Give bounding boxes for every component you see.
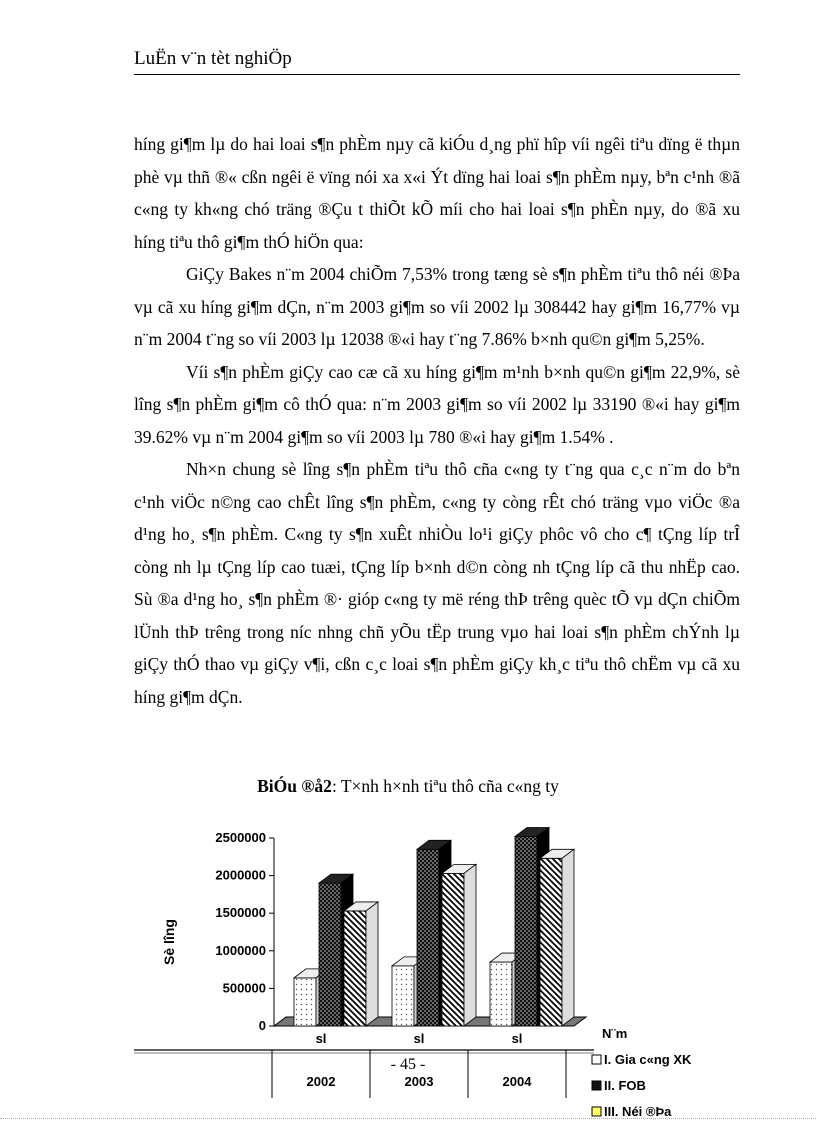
bar <box>294 978 316 1026</box>
bar <box>392 966 414 1026</box>
category-sublabel: sl <box>413 1031 425 1046</box>
figure-caption <box>0 776 816 797</box>
y-tick-label: 1500000 <box>215 905 266 921</box>
bar-side <box>366 902 378 1026</box>
paragraph: Víi s¶n phÈm giÇy cao cæ cã xu híng gi¶m m¹nh b×nh qu©n gi¶m 22,9%, sè lîng s¶n phÈm gi¶m cô thÓ qua: n¨m 2003 gi¶m so víi 2002 lµ 33190 ®«i hay gi¶m 39.62% vµ n¨m 2004 gi¶m so víi 2003 lµ 780 ®«i hay gi¶m 1.54% . <box>134 361 740 447</box>
legend-swatch <box>592 1107 601 1116</box>
body-text <box>134 128 740 713</box>
paragraph: GiÇy Bakes n¨m 2004 chiÕm 7,53% trong tæng sè s¶n phÈm tiªu thô néi ®Þa vµ cã xu híng gi¶m dÇn, n¨m 2003 gi¶m so víi 2002 lµ 308442 hay gi¶m 16,77% vµ n¨m 2004 t¨ng so víi 2003 lµ 12038 ®«i hay t¨ng 7.86% b×nh qu©n gi¶m 5,25%. <box>134 264 740 349</box>
y-axis-label: Sè lîng <box>161 919 177 965</box>
legend-swatch <box>592 1081 601 1090</box>
bar-side <box>464 864 476 1026</box>
bar <box>490 962 512 1026</box>
legend-label: I. Gia c«ng XK <box>604 1052 692 1067</box>
chart <box>134 812 734 1123</box>
bar <box>540 858 562 1026</box>
y-tick-label: 2000000 <box>215 867 266 883</box>
paragraph: híng gi¶m lµ do hai loai s¶n phÈm nµy cã kiÓu d¸ng phï hîp víi ngêi tiªu dïng ë thµn phè vµ thñ ®« cßn ngêi ë vïng nói xa x«i Ýt dïng hai loai s¶n phÈm nµy, bªn c¹nh ®ã c«ng ty kh«ng chó träng ®Çu t thiÕt kÕ míi cho hai loai s¶n phÈn nµy, do ®ã xu híng tiªu thô gi¶m thÓ hiÖn qua: <box>134 134 740 252</box>
category-label: 2002 <box>306 1074 336 1089</box>
category-label: 2004 <box>502 1074 532 1089</box>
category-sublabel: sl <box>511 1031 523 1046</box>
page-bottom-rule <box>0 1118 816 1119</box>
y-tick-label: 0 <box>258 1018 266 1033</box>
y-tick-label: 500000 <box>222 980 266 996</box>
paragraph: Nh×n chung sè lîng s¶n phÈm tiªu thô cña c«ng ty t¨ng qua c¸c n¨m do bªn c¹nh viÖc n©ng cao chÊt lîng s¶n phÈm, c«ng ty còng rÊt chó träng vµo viÖc ®a d¹ng ho¸ s¶n phÈm. C«ng ty s¶n xuÊt nhiÒu lo¹i giÇy phôc vô cho c¶ tÇng líp trÎ còng nh lµ tÇng líp cao tuæi, tÇng líp b×nh d©n còng nh tÇng líp cã thu nhËp cao. Sù ®a d¹ng ho¸ s¶n phÈm ®· gióp c«ng ty më réng thÞ trêng quèc tÕ vµ dÇn chiÕm lÜnh thÞ trêng trong níc nhng chñ yÕu tËp trung vµo hai loai s¶n phÈm chÝnh lµ giÇy thÓ thao vµ giÇy v¶i, cßn c¸c loai s¶n phÈm giÇy kh¸c tiªu thô chËm vµ cã xu híng gi¶m dÇn. <box>134 459 740 707</box>
category-sublabel: sl <box>315 1031 327 1046</box>
bar <box>319 883 341 1026</box>
header-title: LuËn v¨n tèt nghiÖp <box>134 48 292 69</box>
bar-side <box>562 849 574 1026</box>
page-header <box>134 48 740 75</box>
bar <box>515 836 537 1026</box>
x-axis-label: N¨m <box>602 1026 628 1041</box>
page-number: - 45 - <box>390 1056 426 1073</box>
bar <box>442 873 464 1026</box>
caption-text: : T×nh h×nh tiªu thô cña c«ng ty <box>331 776 559 796</box>
y-tick-label: 2500000 <box>215 830 266 845</box>
bar <box>417 849 439 1026</box>
category-label: 2003 <box>404 1074 434 1089</box>
y-tick-label: 1000000 <box>215 942 266 958</box>
legend-label: III. Néi ®Þa <box>604 1104 672 1118</box>
bar <box>344 911 366 1026</box>
caption-label: BiÓu ®å2 <box>257 776 332 796</box>
legend-label: II. FOB <box>604 1078 646 1093</box>
